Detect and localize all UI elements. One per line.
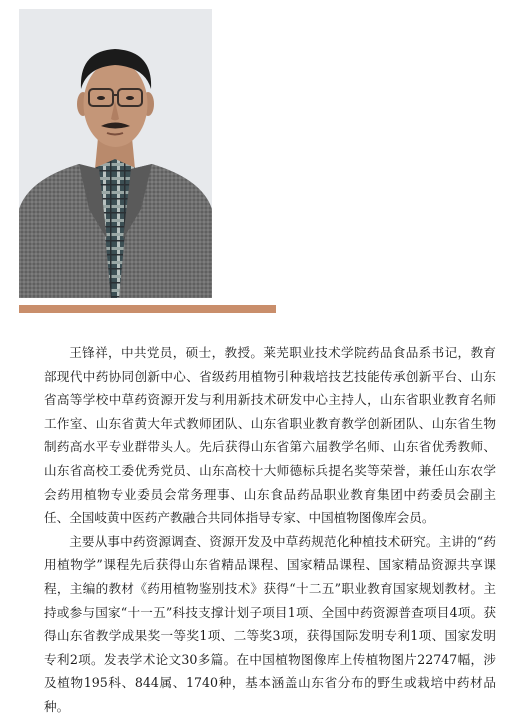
bio-paragraph: 主要从事中药资源调查、资源开发及中草药规范化种植技术研究。主讲的“药用植物学”课程先后获得山东省精品课程、国家精品课程、国家精品资源共享课程，主编的教材《药用植物鉴别技术》获得“十二五”职业教育国家规划教材。主持或参与国家“十一五”科技支撑计划子项目1项、全国中药资源普查项目4项。获得山东省教学成果奖一等奖1项、二等奖3项，获得国际发明专利1项、国家发明专利2项。发表学术论文30多篇。在中国植物图像库上传植物图片22747幅，涉及植物195科、844属、1740种，基本涵盖山东省分布的野生或栽培中药材品种。 bbox=[44, 533, 496, 714]
biography-text bbox=[44, 341, 496, 719]
portrait-photo bbox=[19, 9, 212, 298]
section-divider bbox=[19, 305, 276, 313]
bio-paragraph: 王锋祥，中共党员，硕士，教授。莱芜职业技术学院药品食品系书记，教育部现代中药协同创新中心、省级药用植物引种栽培技艺技能传承创新平台、山东省高等学校中草药资源开发与利用新技术研发中心主持人，山东省职业教育名师工作室、山东省黄大年式教师团队、山东省职业教育教学创新团队、山东省生物制药高水平专业群带头人。先后获得山东省第六届教学名师、山东省优秀教师、山东省高校工委优秀党员、山东高校十大师德标兵提名奖等荣誉，兼任山东农学会药用植物专业委员会常务理事、山东食品药品职业教育集团中药委员会副主任、全国岐黄中医药产教融合共同体指导专家、中国植物图像库会员。 bbox=[44, 345, 496, 526]
